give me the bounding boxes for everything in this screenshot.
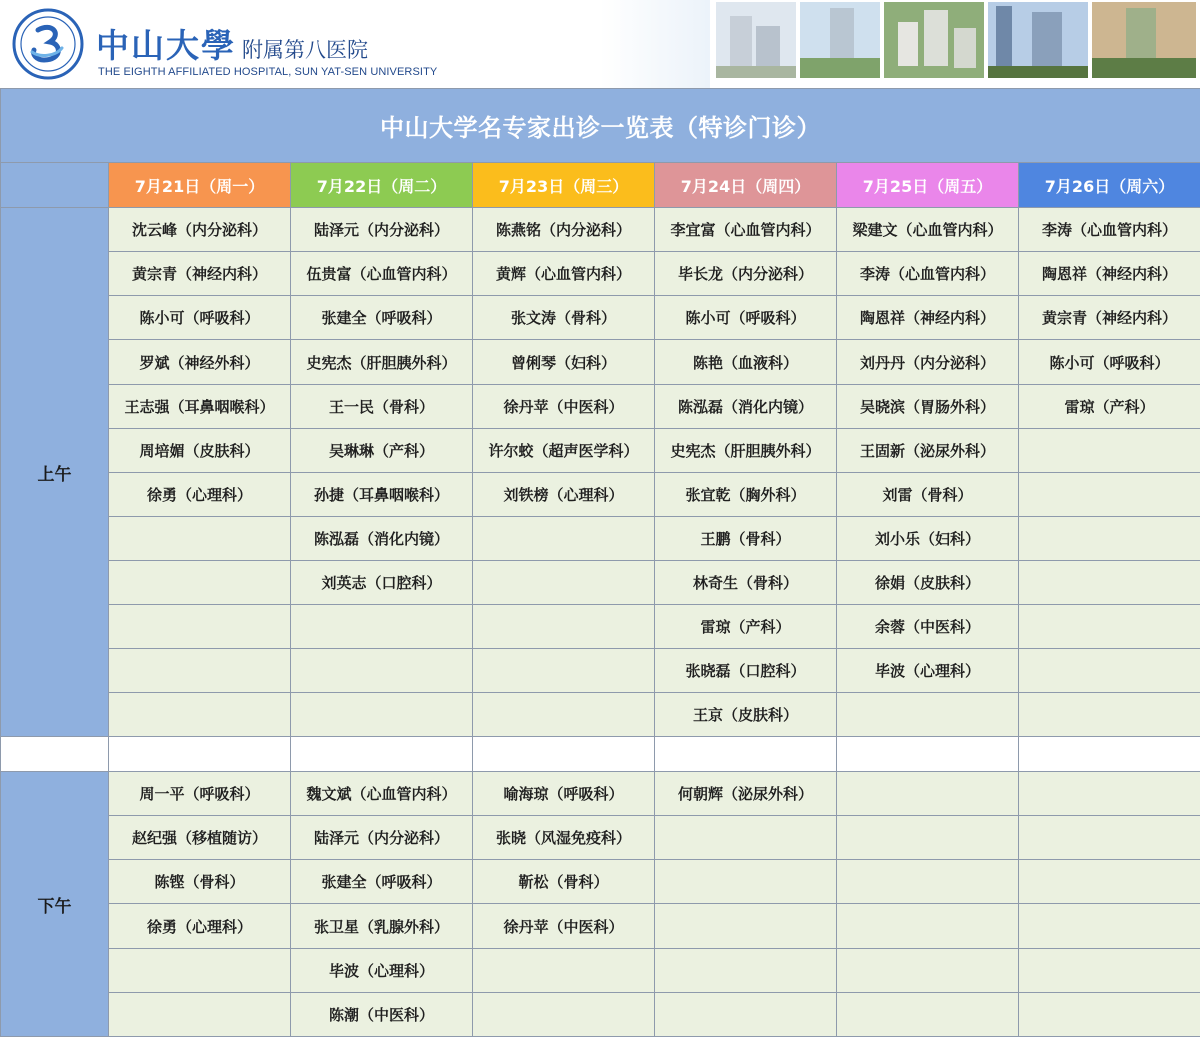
schedule-body bbox=[1, 89, 1200, 1037]
doctor-cell: 陈燕铭（内分泌科） bbox=[473, 208, 655, 252]
doctor-cell bbox=[837, 816, 1019, 860]
doctor-cell bbox=[1019, 428, 1200, 472]
doctor-cell bbox=[109, 649, 291, 693]
afternoon-row bbox=[1, 992, 1200, 1036]
doctor-cell bbox=[655, 992, 837, 1036]
doctor-cell: 陈小可（呼吸科） bbox=[1019, 340, 1200, 384]
section-gap-row bbox=[1, 737, 1200, 772]
doctor-cell bbox=[473, 516, 655, 560]
doctor-cell: 毕波（心理科） bbox=[837, 649, 1019, 693]
doctor-cell: 陈小可（呼吸科） bbox=[655, 296, 837, 340]
table-title: 中山大学名专家出诊一览表（特诊门诊） bbox=[1, 89, 1200, 163]
doctor-cell: 陶恩祥（神经内科） bbox=[1019, 252, 1200, 296]
doctor-cell: 陆泽元（内分泌科） bbox=[291, 816, 473, 860]
doctor-cell: 王一民（骨科） bbox=[291, 384, 473, 428]
doctor-cell: 雷琼（产科） bbox=[655, 604, 837, 648]
doctor-cell: 张晓（风湿免疫科） bbox=[473, 816, 655, 860]
doctor-cell bbox=[655, 904, 837, 948]
doctor-cell bbox=[1019, 948, 1200, 992]
doctor-cell bbox=[291, 693, 473, 737]
doctor-cell: 周培媚（皮肤科） bbox=[109, 428, 291, 472]
doctor-cell bbox=[473, 649, 655, 693]
doctor-cell bbox=[109, 516, 291, 560]
photo-fade bbox=[600, 0, 710, 88]
day-header: 7月25日（周五） bbox=[837, 163, 1019, 208]
hospital-chinese-name bbox=[96, 20, 368, 65]
doctor-cell bbox=[291, 649, 473, 693]
doctor-cell: 陈泓磊（消化内镜） bbox=[291, 516, 473, 560]
doctor-cell: 李涛（心血管内科） bbox=[1019, 208, 1200, 252]
doctor-cell bbox=[837, 693, 1019, 737]
doctor-cell: 余蓉（中医科） bbox=[837, 604, 1019, 648]
doctor-cell: 梁建文（心血管内科） bbox=[837, 208, 1019, 252]
gap-cell bbox=[655, 737, 837, 772]
doctor-cell: 陆泽元（内分泌科） bbox=[291, 208, 473, 252]
gap-cell bbox=[1, 737, 109, 772]
day-header: 7月26日（周六） bbox=[1019, 163, 1200, 208]
doctor-cell bbox=[837, 772, 1019, 816]
morning-row bbox=[1, 472, 1200, 516]
morning-row bbox=[1, 649, 1200, 693]
afternoon-row bbox=[1, 772, 1200, 816]
doctor-cell bbox=[1019, 816, 1200, 860]
morning-row bbox=[1, 428, 1200, 472]
doctor-cell: 史宪杰（肝胆胰外科） bbox=[291, 340, 473, 384]
morning-row bbox=[1, 384, 1200, 428]
morning-row bbox=[1, 340, 1200, 384]
doctor-cell: 吴琳琳（产科） bbox=[291, 428, 473, 472]
doctor-cell bbox=[1019, 472, 1200, 516]
doctor-cell bbox=[1019, 649, 1200, 693]
doctor-cell: 黄宗青（神经内科） bbox=[1019, 296, 1200, 340]
doctor-cell: 史宪杰（肝胆胰外科） bbox=[655, 428, 837, 472]
gap-cell bbox=[291, 737, 473, 772]
doctor-cell: 黄辉（心血管内科） bbox=[473, 252, 655, 296]
doctor-cell: 雷琼（产科） bbox=[1019, 384, 1200, 428]
hospital-header bbox=[0, 0, 1200, 88]
doctor-cell: 陈小可（呼吸科） bbox=[109, 296, 291, 340]
expert-schedule-table bbox=[0, 88, 1200, 1037]
doctor-cell: 刘小乐（妇科） bbox=[837, 516, 1019, 560]
doctor-cell bbox=[473, 992, 655, 1036]
morning-row bbox=[1, 604, 1200, 648]
doctor-cell: 张建全（呼吸科） bbox=[291, 296, 473, 340]
doctor-cell: 陈艳（血液科） bbox=[655, 340, 837, 384]
hospital-seal-logo-icon bbox=[12, 8, 84, 80]
doctor-cell: 孙捷（耳鼻咽喉科） bbox=[291, 472, 473, 516]
day-header: 7月21日（周一） bbox=[109, 163, 291, 208]
doctor-cell: 王固新（泌尿外科） bbox=[837, 428, 1019, 472]
doctor-cell: 徐勇（心理科） bbox=[109, 904, 291, 948]
doctor-cell bbox=[837, 992, 1019, 1036]
doctor-cell: 李涛（心血管内科） bbox=[837, 252, 1019, 296]
doctor-cell: 周一平（呼吸科） bbox=[109, 772, 291, 816]
doctor-cell: 黄宗青（神经内科） bbox=[109, 252, 291, 296]
building-photo-1 bbox=[716, 2, 796, 78]
building-photo-3 bbox=[884, 2, 984, 78]
doctor-cell bbox=[1019, 772, 1200, 816]
doctor-cell: 张卫星（乳腺外科） bbox=[291, 904, 473, 948]
doctor-cell: 赵纪强（移植随访） bbox=[109, 816, 291, 860]
gap-cell bbox=[109, 737, 291, 772]
morning-row bbox=[1, 693, 1200, 737]
doctor-cell bbox=[837, 904, 1019, 948]
morning-row bbox=[1, 208, 1200, 252]
doctor-cell: 王鹏（骨科） bbox=[655, 516, 837, 560]
doctor-cell bbox=[655, 816, 837, 860]
morning-row bbox=[1, 516, 1200, 560]
building-photo-4 bbox=[988, 2, 1088, 78]
doctor-cell: 陈铿（骨科） bbox=[109, 860, 291, 904]
doctor-cell bbox=[1019, 904, 1200, 948]
doctor-cell: 毕波（心理科） bbox=[291, 948, 473, 992]
university-name: 中山大學 bbox=[96, 26, 236, 65]
doctor-cell: 徐娟（皮肤科） bbox=[837, 560, 1019, 604]
doctor-cell: 毕长龙（内分泌科） bbox=[655, 252, 837, 296]
doctor-cell bbox=[837, 860, 1019, 904]
morning-row bbox=[1, 560, 1200, 604]
doctor-cell: 陈泓磊（消化内镜） bbox=[655, 384, 837, 428]
doctor-cell: 林奇生（骨科） bbox=[655, 560, 837, 604]
afternoon-row bbox=[1, 860, 1200, 904]
doctor-cell bbox=[473, 948, 655, 992]
doctor-cell bbox=[1019, 860, 1200, 904]
day-header: 7月24日（周四） bbox=[655, 163, 837, 208]
day-header-row bbox=[1, 163, 1200, 208]
building-photo-2 bbox=[800, 2, 880, 78]
doctor-cell: 李宜富（心血管内科） bbox=[655, 208, 837, 252]
gap-cell bbox=[837, 737, 1019, 772]
afternoon-label: 下午 bbox=[1, 772, 109, 1037]
doctor-cell: 陈潮（中医科） bbox=[291, 992, 473, 1036]
doctor-cell: 沈云峰（内分泌科） bbox=[109, 208, 291, 252]
doctor-cell bbox=[1019, 604, 1200, 648]
doctor-cell bbox=[1019, 560, 1200, 604]
afternoon-row bbox=[1, 904, 1200, 948]
afternoon-row bbox=[1, 816, 1200, 860]
doctor-cell: 王志强（耳鼻咽喉科） bbox=[109, 384, 291, 428]
doctor-cell bbox=[473, 693, 655, 737]
doctor-cell: 许尔蛟（超声医学科） bbox=[473, 428, 655, 472]
doctor-cell: 吴晓滨（胃肠外科） bbox=[837, 384, 1019, 428]
doctor-cell: 陶恩祥（神经内科） bbox=[837, 296, 1019, 340]
doctor-cell: 魏文斌（心血管内科） bbox=[291, 772, 473, 816]
doctor-cell bbox=[1019, 516, 1200, 560]
doctor-cell bbox=[291, 604, 473, 648]
morning-row bbox=[1, 252, 1200, 296]
doctor-cell: 张文涛（骨科） bbox=[473, 296, 655, 340]
doctor-cell bbox=[473, 560, 655, 604]
doctor-cell: 何朝辉（泌尿外科） bbox=[655, 772, 837, 816]
doctor-cell: 罗斌（神经外科） bbox=[109, 340, 291, 384]
doctor-cell: 徐丹苹（中医科） bbox=[473, 904, 655, 948]
morning-label: 上午 bbox=[1, 208, 109, 737]
doctor-cell: 刘丹丹（内分泌科） bbox=[837, 340, 1019, 384]
doctor-cell bbox=[109, 604, 291, 648]
corner-cell bbox=[1, 163, 109, 208]
hospital-english-name: THE EIGHTH AFFILIATED HOSPITAL, SUN YAT-SEN UNIVERSITY bbox=[98, 66, 438, 78]
doctor-cell: 张建全（呼吸科） bbox=[291, 860, 473, 904]
doctor-cell bbox=[109, 693, 291, 737]
afternoon-row bbox=[1, 948, 1200, 992]
gap-cell bbox=[1019, 737, 1200, 772]
doctor-cell: 张晓磊（口腔科） bbox=[655, 649, 837, 693]
doctor-cell bbox=[655, 860, 837, 904]
day-header: 7月23日（周三） bbox=[473, 163, 655, 208]
building-photo-5 bbox=[1092, 2, 1196, 78]
doctor-cell: 刘英志（口腔科） bbox=[291, 560, 473, 604]
doctor-cell bbox=[837, 948, 1019, 992]
doctor-cell: 曾俐琴（妇科） bbox=[473, 340, 655, 384]
doctor-cell: 徐勇（心理科） bbox=[109, 472, 291, 516]
doctor-cell bbox=[109, 992, 291, 1036]
doctor-cell: 张宜乾（胸外科） bbox=[655, 472, 837, 516]
doctor-cell bbox=[1019, 992, 1200, 1036]
day-header: 7月22日（周二） bbox=[291, 163, 473, 208]
title-row bbox=[1, 89, 1200, 163]
doctor-cell bbox=[109, 560, 291, 604]
doctor-cell: 王京（皮肤科） bbox=[655, 693, 837, 737]
hospital-name: 附属第八医院 bbox=[242, 38, 368, 62]
doctor-cell: 靳松（骨科） bbox=[473, 860, 655, 904]
doctor-cell: 伍贵富（心血管内科） bbox=[291, 252, 473, 296]
morning-row bbox=[1, 296, 1200, 340]
doctor-cell bbox=[1019, 693, 1200, 737]
gap-cell bbox=[473, 737, 655, 772]
doctor-cell: 刘雷（骨科） bbox=[837, 472, 1019, 516]
doctor-cell bbox=[473, 604, 655, 648]
doctor-cell bbox=[109, 948, 291, 992]
doctor-cell: 刘铁榜（心理科） bbox=[473, 472, 655, 516]
doctor-cell: 徐丹苹（中医科） bbox=[473, 384, 655, 428]
doctor-cell: 喻海琼（呼吸科） bbox=[473, 772, 655, 816]
doctor-cell bbox=[655, 948, 837, 992]
